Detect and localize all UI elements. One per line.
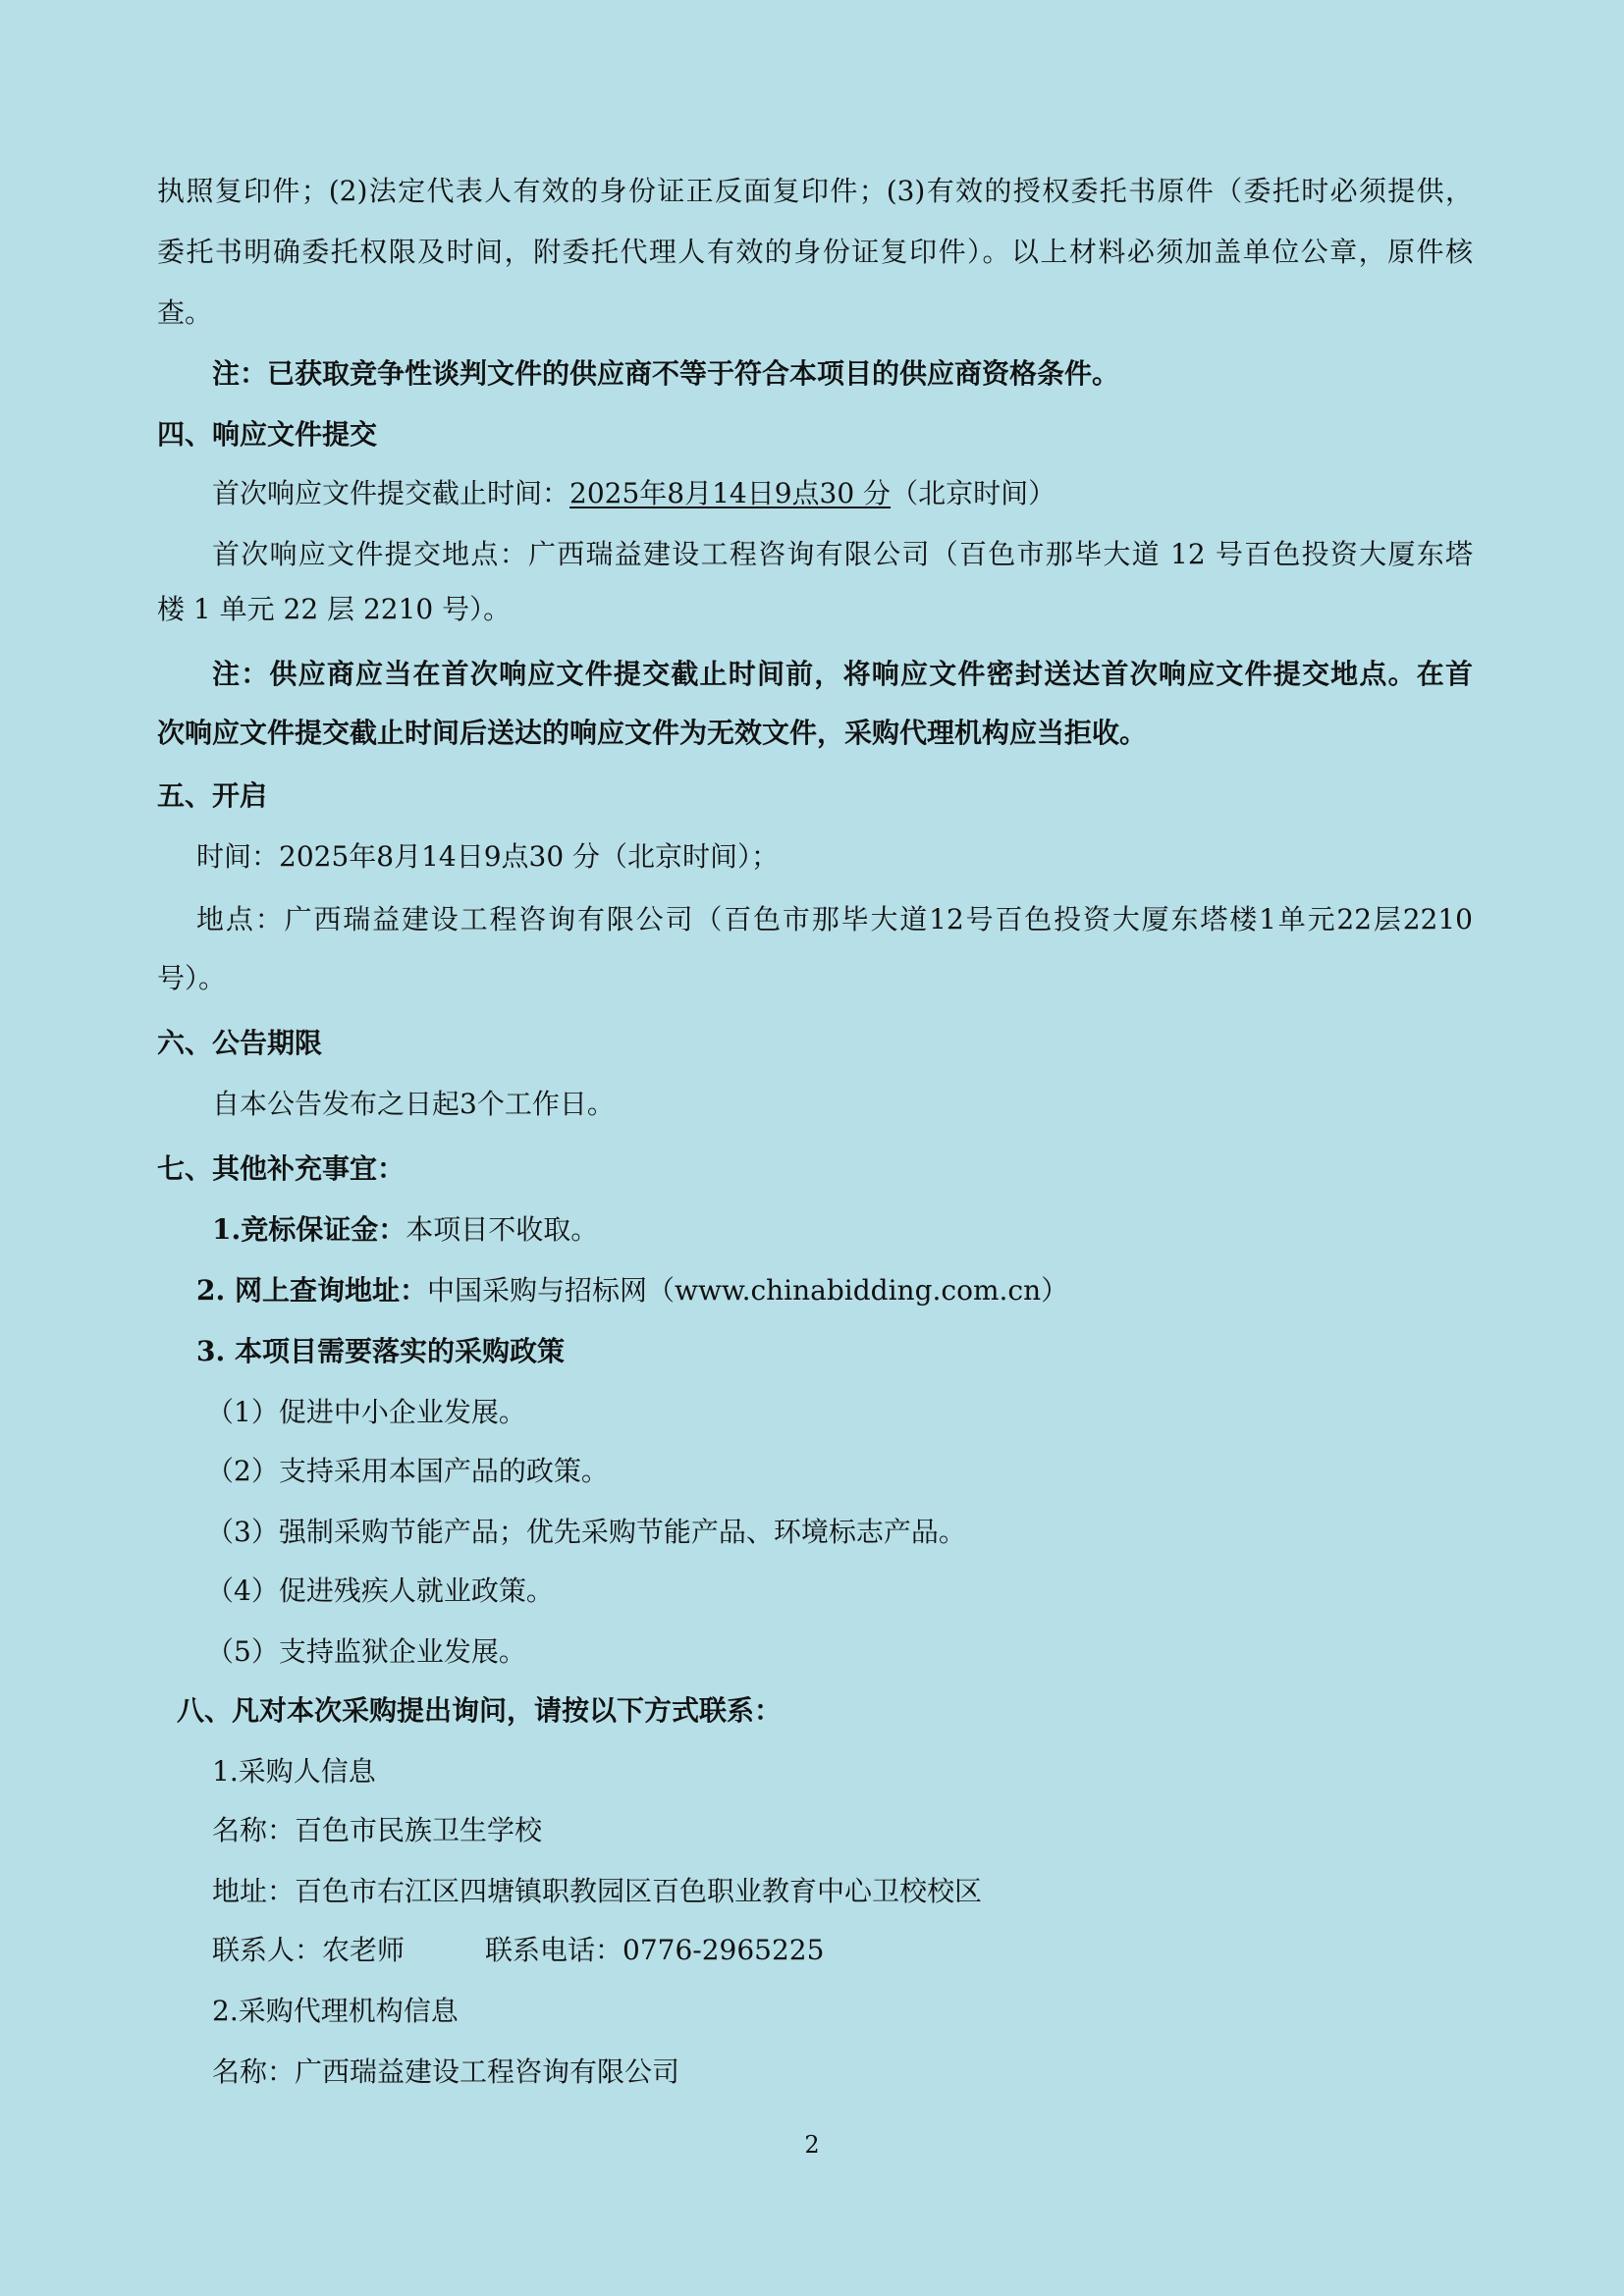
s4-deadline [212, 473, 1528, 514]
section-5-heading: 五、开启 [157, 779, 268, 812]
s4-deadline-value: 2025年8月14日9点30 分 [569, 477, 892, 509]
buyer-title: 1.采购人信息 [212, 1755, 376, 1788]
section-8-heading: 八、凡对本次采购提出询问，请按以下方式联系： [177, 1694, 783, 1727]
policy-item: （2）支持采用本国产品的政策。 [206, 1455, 609, 1487]
section-4-heading: 四、响应文件提交 [157, 418, 378, 451]
agent-name: 名称：广西瑞益建设工程咨询有限公司 [212, 2056, 680, 2088]
s7-item-1-text: 本项目不收取。 [406, 1213, 599, 1246]
s4-place-line-2: 楼 1 单元 22 层 2210 号）。 [157, 593, 512, 625]
s3-line-2: 委托书明确委托权限及时间，附委托代理人有效的身份证复印件）。以上材料必须加盖单位公章，原件核 [157, 236, 1473, 268]
s5-place-line-2: 号）。 [157, 962, 227, 994]
section-7-heading: 七、其他补充事宜： [157, 1152, 406, 1185]
s7-item-3-label: 3. 本项目需要落实的采购政策 [196, 1335, 565, 1367]
policy-item: （1）促进中小企业发展。 [206, 1396, 526, 1428]
s3-line-1: 执照复印件；(2)法定代表人有效的身份证正反面复印件；(3)有效的授权委托书原件（委托时必须提供， [157, 175, 1473, 207]
section-6-heading: 六、公告期限 [157, 1027, 323, 1059]
s4-deadline-suffix: （北京时间） [891, 477, 1056, 509]
policy-item: （4）促进残疾人就业政策。 [206, 1575, 554, 1607]
s3-line-3: 查。 [157, 296, 213, 329]
buyer-phone: 联系电话：0776-2965225 [485, 1934, 825, 1966]
policy-item: （5）支持监狱企业发展。 [206, 1635, 526, 1668]
s4-place-line-1: 首次响应文件提交地点：广西瑞益建设工程咨询有限公司（百色市那毕大道 12 号百色投资大厦东塔 [212, 538, 1473, 570]
buyer-name: 名称：百色市民族卫生学校 [212, 1814, 543, 1846]
buyer-contact: 联系人：农老师 [212, 1934, 406, 1966]
s4-note-line-2: 次响应文件提交截止时间后送达的响应文件为无效文件，采购代理机构应当拒收。 [157, 717, 1148, 749]
agent-title: 2.采购代理机构信息 [212, 1995, 459, 2027]
buyer-address: 地址：百色市右江区四塘镇职教园区百色职业教育中心卫校校区 [212, 1875, 983, 1907]
s7-item-2-label: 2. 网上查询地址： [196, 1274, 427, 1307]
s6-text: 自本公告发布之日起3个工作日。 [212, 1088, 615, 1120]
s4-note-line-1: 注：供应商应当在首次响应文件提交截止时间前，将响应文件密封送达首次响应文件提交地点。在首 [212, 658, 1473, 690]
page-number: 2 [804, 2131, 820, 2159]
s7-item-2-text: 中国采购与招标网（www.chinabidding.com.cn） [426, 1274, 1069, 1307]
s4-deadline-label: 首次响应文件提交截止时间： [212, 477, 570, 509]
s3-note: 注：已获取竞争性谈判文件的供应商不等于符合本项目的供应商资格条件。 [212, 357, 1120, 390]
s5-time: 时间：2025年8月14日9点30 分（北京时间）； [196, 840, 780, 873]
policy-item: （3）强制采购节能产品；优先采购节能产品、环境标志产品。 [206, 1516, 966, 1548]
s7-item-2 [196, 1270, 1512, 1311]
s7-item-1-label: 1.竞标保证金： [212, 1213, 406, 1246]
s7-item-1 [212, 1209, 1528, 1251]
s5-place-line-1: 地点：广西瑞益建设工程咨询有限公司（百色市那毕大道12号百色投资大厦东塔楼1单元22层2210 [196, 903, 1473, 935]
